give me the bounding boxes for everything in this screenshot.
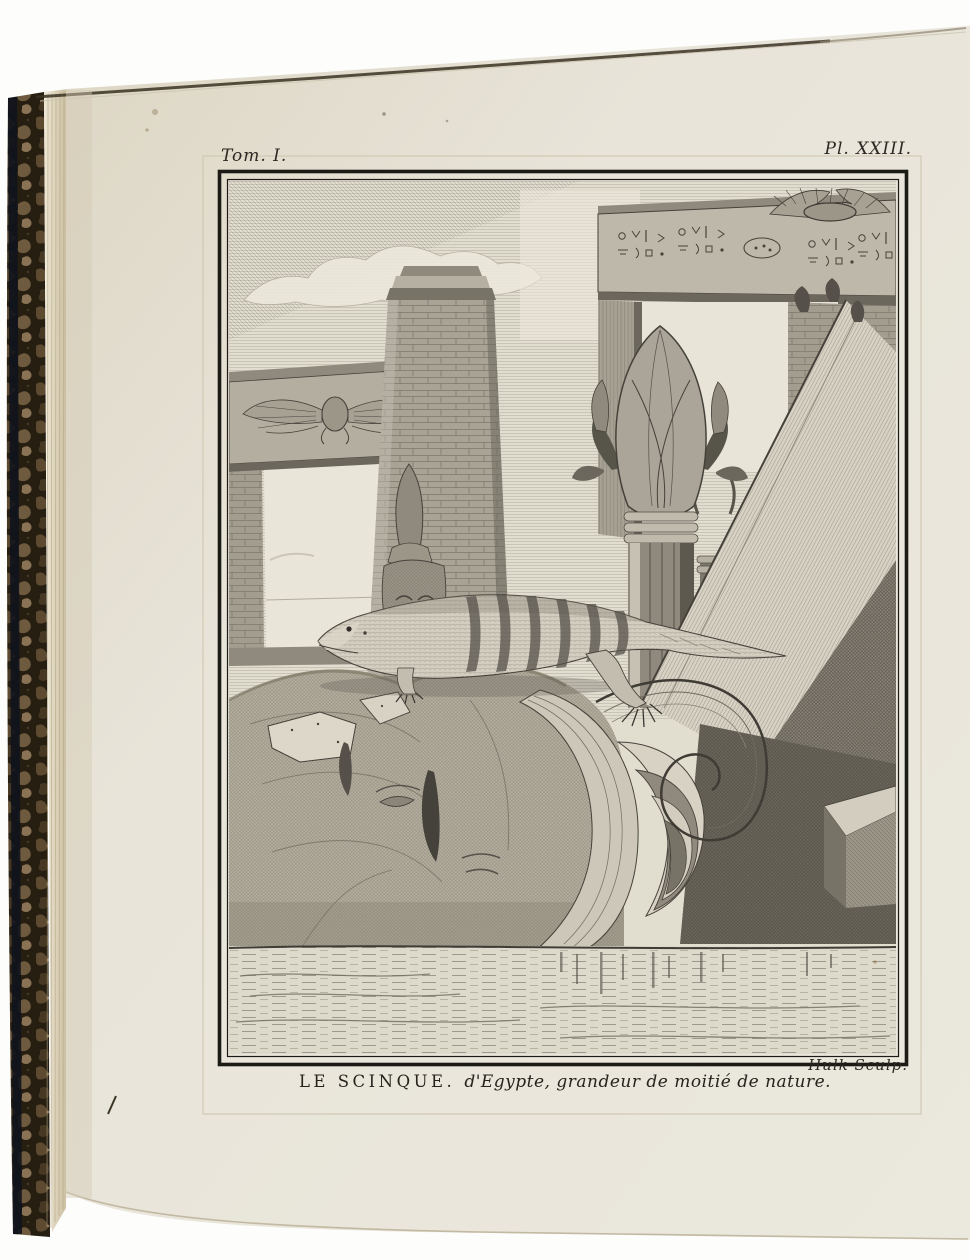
skink-eye (346, 626, 351, 631)
caption-subtitle: d'Egypte, grandeur de moitié de nature. (464, 1072, 832, 1092)
plate-number-label: Pl. XXIII. (824, 139, 912, 159)
engraving (229, 173, 904, 1054)
engraver-credit: Hulk Sculp. (808, 1056, 908, 1074)
caption-title: LE SCINQUE. (298, 1072, 456, 1091)
volume-label: Tom. I. (221, 146, 288, 166)
caption (295, 1072, 835, 1092)
water (229, 946, 896, 1054)
